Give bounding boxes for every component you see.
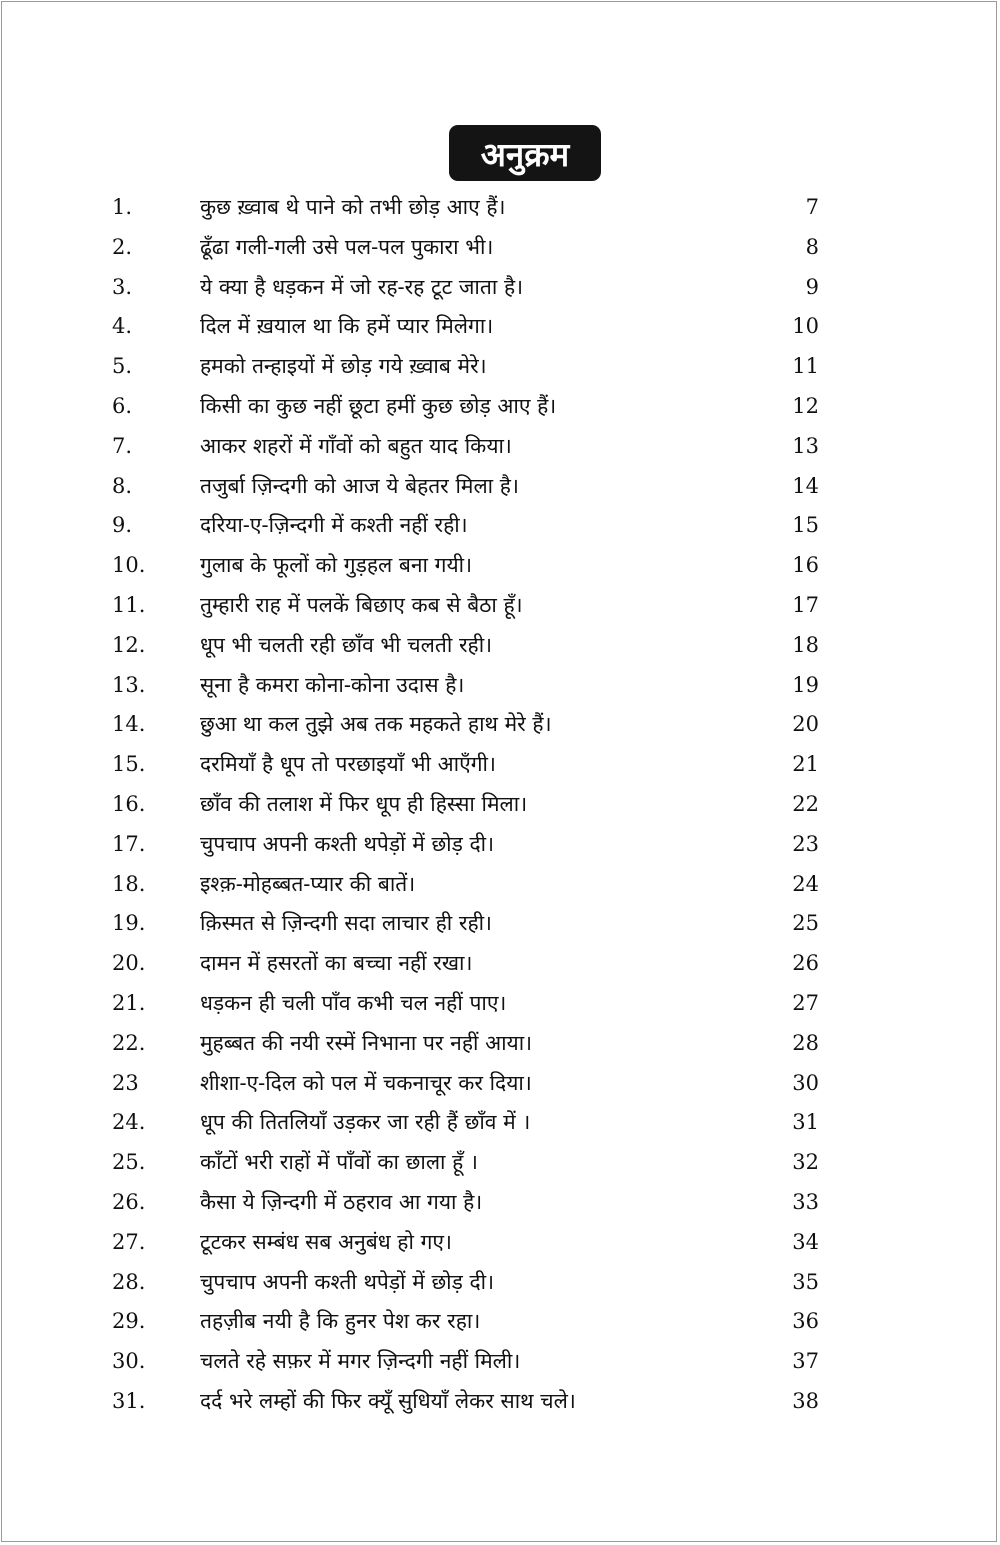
toc-entry-title: इश्क़-मोहब्बत-प्यार की बातें। (200, 871, 416, 896)
toc-entry-title: ढूँढा गली-गली उसे पल-पल पुकारा भी। (200, 234, 494, 259)
toc-entry-number: 10. (112, 553, 146, 578)
toc-entry (2, 984, 1000, 1024)
toc-entry (2, 1103, 1000, 1143)
toc-entry-page: 19 (792, 672, 819, 697)
toc-entry (2, 1223, 1000, 1263)
toc-entry-page: 23 (792, 831, 819, 856)
toc-entry-title: क़िस्मत से ज़िन्दगी सदा लाचार ही रही। (200, 911, 492, 936)
toc-entry-title: काँटों भरी राहों में पाँवों का छाला हूँ । (200, 1150, 478, 1175)
toc-entry-page: 26 (792, 951, 819, 976)
toc-entry (2, 1183, 1000, 1223)
toc-entry-page: 7 (805, 195, 819, 219)
toc-entry (2, 1382, 1000, 1422)
toc-entry-title: दरिया-ए-ज़िन्दगी में कश्ती नहीं रही। (200, 513, 468, 538)
toc-entry-page: 14 (792, 473, 819, 498)
toc-entry-number: 15. (112, 752, 146, 777)
toc-entry-title: धड़कन ही चली पाँव कभी चल नहीं पाए। (200, 990, 507, 1015)
toc-entry-title: धूप की तितलियाँ उड़कर जा रही हैं छाँव में । (200, 1110, 531, 1135)
toc-entry (2, 666, 1000, 706)
toc-entry (2, 904, 1000, 944)
toc-entry-page: 21 (792, 752, 819, 777)
toc-entry-page: 34 (792, 1229, 819, 1254)
toc-list (2, 188, 1000, 1422)
toc-entry-title: कुछ ख़्वाब थे पाने को तभी छोड़ आए हैं। (200, 195, 506, 219)
toc-entry-number: 30. (112, 1349, 146, 1374)
toc-entry-number: 13. (112, 672, 146, 697)
toc-entry (2, 865, 1000, 905)
toc-entry-title: टूटकर सम्बंध सब अनुबंध हो गए। (200, 1229, 452, 1254)
toc-entry-title: छुआ था कल तुझे अब तक महकते हाथ मेरे हैं। (200, 712, 552, 737)
toc-entry (2, 1024, 1000, 1064)
toc-entry (2, 1064, 1000, 1104)
toc-entry-page: 25 (792, 911, 819, 936)
toc-entry (2, 506, 1000, 546)
toc-entry (2, 307, 1000, 347)
toc-entry-title: चलते रहे सफ़र में मगर ज़िन्दगी नहीं मिली। (200, 1349, 521, 1374)
toc-entry-page: 32 (792, 1150, 819, 1175)
toc-entry-number: 14. (112, 712, 146, 737)
toc-entry-title: दरमियाँ है धूप तो परछाइयाँ भी आएँगी। (200, 752, 496, 777)
toc-entry-number: 6. (112, 393, 133, 418)
toc-entry-title: चुपचाप अपनी कश्ती थपेड़ों में छोड़ दी। (200, 831, 495, 856)
toc-entry-title: शीशा-ए-दिल को पल में चकनाचूर कर दिया। (200, 1070, 532, 1095)
toc-entry-title: तजुर्बा ज़िन्दगी को आज ये बेहतर मिला है। (200, 473, 519, 498)
toc-entry (2, 1143, 1000, 1183)
toc-entry-title: दर्द भरे लम्हों की फिर क्यूँ सुधियाँ लेकर साथ चले। (200, 1388, 576, 1413)
toc-entry-page: 11 (792, 354, 819, 379)
toc-entry-number: 12. (112, 632, 146, 657)
toc-entry-title: तहज़ीब नयी है कि हुनर पेश कर रहा। (200, 1309, 481, 1334)
toc-entry (2, 705, 1000, 745)
toc-entry (2, 1263, 1000, 1303)
toc-entry-number: 27. (112, 1229, 146, 1254)
toc-entry-page: 27 (792, 990, 819, 1015)
toc-entry-number: 25. (112, 1150, 146, 1175)
toc-entry-number: 11. (112, 592, 146, 617)
toc-entry (2, 546, 1000, 586)
toc-entry (2, 944, 1000, 984)
document-page (1, 1, 997, 1542)
toc-entry-page: 17 (792, 592, 819, 617)
toc-entry-page: 13 (792, 433, 819, 458)
toc-entry-number: 18. (112, 871, 146, 896)
toc-entry-number: 20. (112, 951, 146, 976)
toc-entry (2, 626, 1000, 666)
toc-entry (2, 467, 1000, 507)
toc-entry-page: 16 (792, 553, 819, 578)
toc-entry-title: सूना है कमरा कोना-कोना उदास है। (200, 672, 465, 697)
toc-entry-page: 8 (805, 234, 819, 259)
toc-entry-page: 9 (805, 274, 819, 299)
toc-entry-number: 28. (112, 1269, 146, 1294)
toc-entry (2, 825, 1000, 865)
toc-entry-page: 31 (792, 1110, 819, 1135)
toc-entry-number: 22. (112, 1030, 146, 1055)
toc-title-badge (449, 125, 601, 181)
toc-entry (2, 745, 1000, 785)
toc-entry-number: 24. (112, 1110, 146, 1135)
toc-entry-number: 4. (112, 314, 133, 339)
toc-entry-number: 17. (112, 831, 146, 856)
toc-entry-title: दामन में हसरतों का बच्चा नहीं रखा। (200, 951, 473, 976)
toc-entry-title: हमको तन्हाइयों में छोड़ गये ख़्वाब मेरे। (200, 354, 487, 379)
toc-entry-page: 15 (792, 513, 819, 538)
toc-entry-title: चुपचाप अपनी कश्ती थपेड़ों में छोड़ दी। (200, 1269, 495, 1294)
toc-entry-title: छाँव की तलाश में फिर धूप ही हिस्सा मिला। (200, 791, 528, 816)
toc-entry-page: 18 (792, 632, 819, 657)
toc-entry-number: 29. (112, 1309, 146, 1334)
toc-entry-page: 10 (792, 314, 819, 339)
toc-entry-page: 35 (792, 1269, 819, 1294)
toc-entry-title: ये क्या है धड़कन में जो रह-रह टूट जाता है। (200, 274, 524, 299)
toc-entry (2, 268, 1000, 308)
toc-entry-number: 26. (112, 1189, 146, 1214)
toc-entry-title: गुलाब के फूलों को गुड़हल बना गयी। (200, 553, 473, 578)
toc-entry-number: 23 (112, 1070, 139, 1095)
toc-entry-number: 2. (112, 234, 133, 259)
toc-entry-page: 28 (792, 1030, 819, 1055)
toc-entry-title: कैसा ये ज़िन्दगी में ठहराव आ गया है। (200, 1189, 483, 1214)
toc-entry-title: मुहब्बत की नयी रस्में निभाना पर नहीं आया। (200, 1030, 533, 1055)
toc-entry-page: 24 (792, 871, 819, 896)
toc-entry-page: 33 (792, 1189, 819, 1214)
toc-entry-number: 8. (112, 473, 133, 498)
toc-entry-page: 38 (792, 1388, 819, 1413)
toc-entry (2, 785, 1000, 825)
toc-entry-page: 20 (792, 712, 819, 737)
toc-entry-page: 36 (792, 1309, 819, 1334)
toc-entry-number: 9. (112, 513, 133, 538)
toc-entry-page: 12 (792, 393, 819, 418)
toc-title: अनुक्रम (480, 134, 570, 174)
toc-entry-title: आकर शहरों में गाँवों को बहुत याद किया। (200, 433, 512, 458)
toc-entry-title: धूप भी चलती रही छाँव भी चलती रही। (200, 632, 493, 657)
toc-entry (2, 188, 1000, 228)
toc-entry-number: 16. (112, 791, 146, 816)
toc-entry-number: 31. (112, 1388, 146, 1413)
toc-entry-number: 21. (112, 990, 146, 1015)
toc-entry-number: 7. (112, 433, 133, 458)
toc-entry (2, 586, 1000, 626)
toc-entry-number: 3. (112, 274, 133, 299)
toc-entry-title: दिल में ख़याल था कि हमें प्यार मिलेगा। (200, 314, 494, 339)
toc-entry-title: किसी का कुछ नहीं छूटा हमीं कुछ छोड़ आए हैं। (200, 393, 557, 418)
toc-entry-title: तुम्हारी राह में पलकें बिछाए कब से बैठा हूँ। (200, 592, 523, 617)
toc-entry-page: 22 (792, 791, 819, 816)
toc-entry (2, 347, 1000, 387)
toc-entry (2, 427, 1000, 467)
toc-entry-number: 1. (112, 195, 133, 219)
toc-entry-page: 37 (792, 1349, 819, 1374)
toc-entry (2, 1302, 1000, 1342)
toc-entry (2, 387, 1000, 427)
toc-entry-number: 5. (112, 354, 133, 379)
toc-entry (2, 1342, 1000, 1382)
toc-entry (2, 228, 1000, 268)
toc-entry-page: 30 (792, 1070, 819, 1095)
toc-entry-number: 19. (112, 911, 146, 936)
